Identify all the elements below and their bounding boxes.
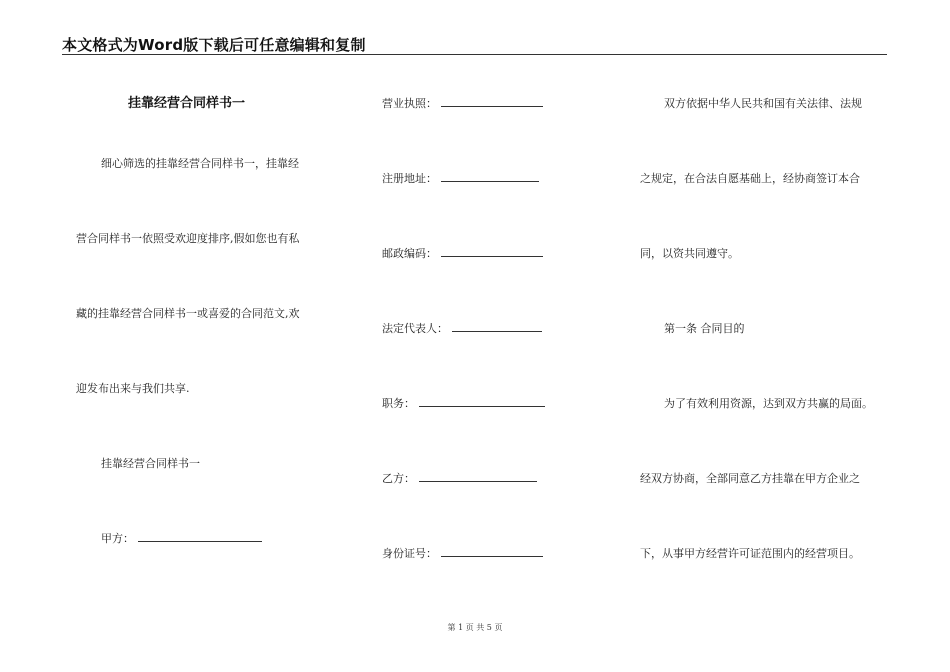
intro-line-4: 迎发布出来与我们共享. (76, 382, 190, 395)
address-label: 注册地址： (382, 172, 437, 185)
clause-line-6: 经双方协商，全部同意乙方挂靠在甲方企业之 (640, 472, 860, 485)
intro-line-2: 营合同样书一依照受欢迎度排序,假如您也有私 (76, 232, 300, 245)
license-field (382, 95, 543, 111)
id-number-field (382, 545, 543, 561)
intro-line-1: 细心筛选的挂靠经营合同样书一，挂靠经 (101, 157, 299, 170)
address-blank (441, 170, 539, 182)
party-b-blank (419, 470, 537, 482)
document-header (62, 34, 887, 55)
id-number-blank (441, 545, 543, 557)
license-label: 营业执照： (382, 97, 437, 110)
header-text: 本文格式为Word版下载后可任意编辑和复制 (62, 36, 366, 54)
legal-rep-field (382, 320, 542, 336)
party-a-blank (138, 530, 262, 542)
clause-line-3: 同，以资共同遵守。 (640, 247, 739, 260)
party-a-field (101, 530, 262, 546)
clause-line-1: 双方依据中华人民共和国有关法律、法规 (664, 97, 862, 110)
page-number: 第 1 页 共 5 页 (447, 623, 503, 632)
document-title: 挂靠经营合同样书一 (128, 96, 246, 111)
intro-line-3: 藏的挂靠经营合同样书一或喜爱的合同范文,欢 (76, 307, 300, 320)
address-field (382, 170, 539, 186)
id-number-label: 身份证号： (382, 547, 437, 560)
legal-rep-label: 法定代表人： (382, 322, 448, 335)
clause-line-2: 之规定，在合法自愿基础上，经协商签订本合 (640, 172, 860, 185)
postcode-label: 邮政编码： (382, 247, 437, 260)
party-a-label: 甲方： (101, 532, 134, 545)
clause-line-5: 为了有效利用资源，达到双方共赢的局面。 (664, 397, 873, 410)
legal-rep-blank (452, 320, 542, 332)
postcode-field (382, 245, 543, 261)
clause-line-7: 下，从事甲方经营许可证范围内的经营项目。 (640, 547, 860, 560)
party-b-label: 乙方： (382, 472, 415, 485)
position-blank (419, 395, 545, 407)
subtitle-line: 挂靠经营合同样书一 (101, 457, 200, 470)
position-label: 职务： (382, 397, 415, 410)
postcode-blank (441, 245, 543, 257)
license-blank (441, 95, 543, 107)
party-b-field (382, 470, 537, 486)
position-field (382, 395, 545, 411)
article-heading: 第一条 合同目的 (664, 322, 745, 335)
